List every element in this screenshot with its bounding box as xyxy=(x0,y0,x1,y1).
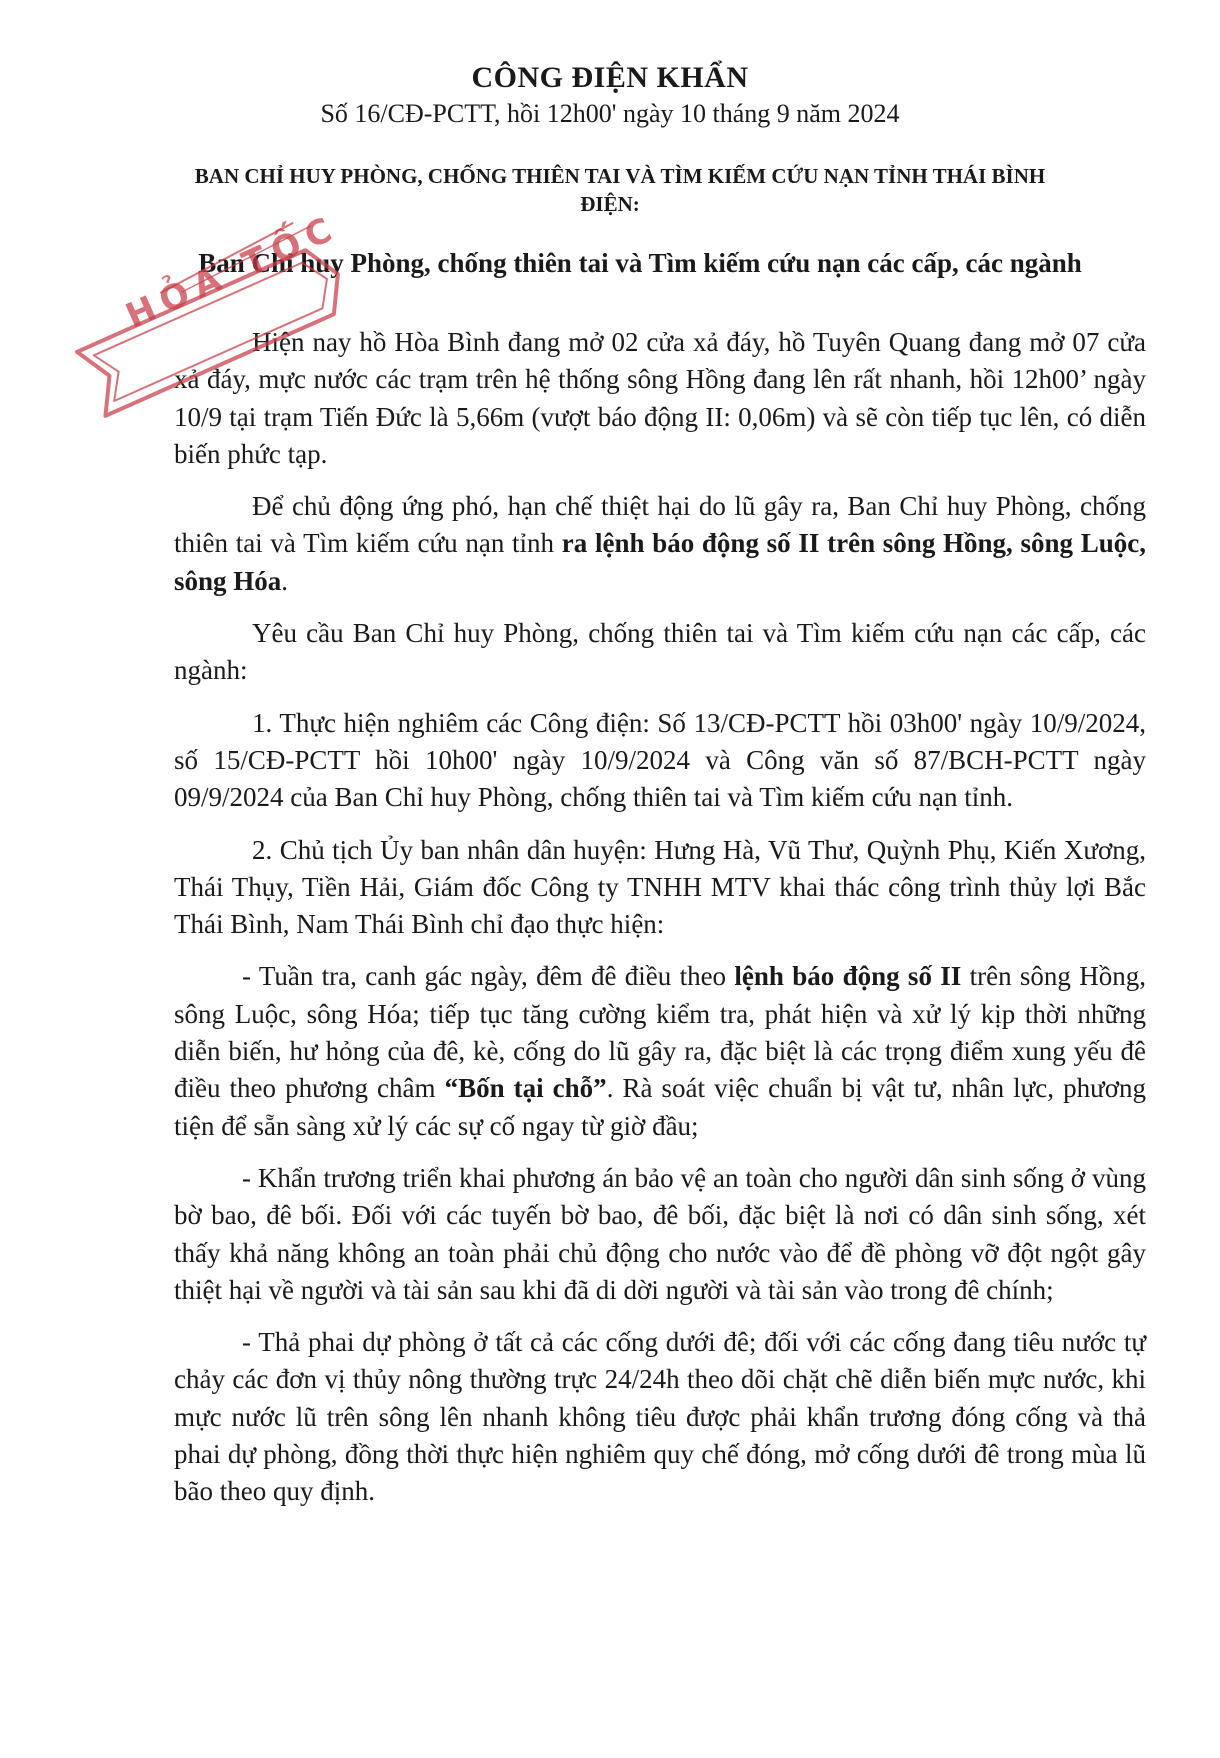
patrol-alert-emphasis: lệnh báo động số II xyxy=(734,961,962,992)
recipient-line: Ban Chỉ huy Phòng, chống thiên tai và Tìm kiếm cứu nạn các cấp, các ngành xyxy=(198,248,1082,278)
stamp-label: HỎA TỐC xyxy=(120,207,346,337)
paragraph-situation: Hiện nay hồ Hòa Bình đang mở 02 cửa xả đáy, hồ Tuyên Quang đang mở 07 cửa xả đáy, mực nước các trạm trên hệ thống sông Hồng đang lên rất nhanh, hồi 12h00’ ngày 10/9 tại trạm Tiến Đức là 5,66m (vượt báo động II: 0,06m) và sẽ còn tiếp tục lên, có diễn biến phức tạp. xyxy=(174,327,1146,469)
paragraph-alert-order-end: . xyxy=(281,565,289,596)
document-title: CÔNG ĐIỆN KHẨN xyxy=(471,61,749,94)
paragraph-alert-order-text: Để chủ động ứng phó, hạn chế thiệt hại do lũ gây ra, Ban Chỉ huy Phòng, chống thiên tai và Tìm kiếm cứu nạn tỉnh xyxy=(174,491,1146,559)
issuer-dien-label: ĐIỆN: xyxy=(580,192,640,216)
paragraph-patrol xyxy=(174,958,1146,1144)
document-body xyxy=(174,324,1146,1526)
paragraph-patrol-text-c: . Rà soát việc chuẩn bị vật tư, nhân lực, phương tiện để sẵn sàng xử lý các sự cố ngay từ giờ đầu; xyxy=(174,1073,1146,1141)
bon-tai-cho-emphasis: “Bốn tại chỗ” xyxy=(444,1073,607,1104)
paragraph-item-2: 2. Chủ tịch Ủy ban nhân dân huyện: Hưng Hà, Vũ Thư, Quỳnh Phụ, Kiến Xương, Thái Thụy, Tiền Hải, Giám đốc Công ty TNHH MTV khai thác công trình thủy lợi Bắc Thái Bình, Nam Thái Bình chỉ đạo thực hiện: xyxy=(174,834,1146,940)
paragraph-alert-order xyxy=(174,488,1146,600)
paragraph-request: Yêu cầu Ban Chỉ huy Phòng, chống thiên tai và Tìm kiếm cứu nạn các cấp, các ngành: xyxy=(174,618,1146,686)
alert-order-emphasis: ra lệnh báo động số II trên sông Hồng, sông Luộc, sông Hóa xyxy=(174,528,1147,596)
document-number-line: Số 16/CĐ-PCTT, hồi 12h00' ngày 10 tháng 9 năm 2024 xyxy=(320,99,900,128)
issuer-line: BAN CHỈ HUY PHÒNG, CHỐNG THIÊN TAI VÀ TÌM KIẾM CỨU NẠN TỈNH THÁI BÌNH xyxy=(194,164,1046,188)
paragraph-item-1: 1. Thực hiện nghiêm các Công điện: Số 13/CĐ-PCTT hồi 03h00' ngày 10/9/2024, số 15/CĐ-PCTT hồi 10h00' ngày 10/9/2024 và Công văn số 87/BCH-PCTT ngày 09/9/2024 của Ban Chỉ huy Phòng, chống thiên tai và Tìm kiếm cứu nạn tỉnh. xyxy=(174,707,1146,813)
paragraph-sluice: - Thả phai dự phòng ở tất cả các cống dưới đê; đối với các cống đang tiêu nước tự chảy các đơn vị thủy nông thường trực 24/24h theo dõi chặt chẽ diễn biến mực nước, khi mực nước lũ trên sông lên nhanh không tiêu được phải khẩn trương đóng cống và thả phai dự phòng, đồng thời thực hiện nghiêm quy chế đóng, mở cống dưới đê trong mùa lũ bão theo quy định. xyxy=(174,1327,1146,1507)
paragraph-patrol-text-a: - Tuần tra, canh gác ngày, đêm đê điều theo xyxy=(242,961,735,992)
paragraph-patrol-text-b: trên sông Hồng, sông Luộc, sông Hóa; tiếp tục tăng cường kiểm tra, phát hiện và xử lý kịp thời những diễn biến, hư hỏng của đê, kè, cống do lũ gây ra, đặc biệt là các trọng điểm xung yếu đê điều theo phương châm xyxy=(174,961,1147,1104)
paragraph-protection: - Khẩn trương triển khai phương án bảo vệ an toàn cho người dân sinh sống ở vùng bờ bao, đê bối. Đối với các tuyến bờ bao, đê bối, đặc biệt là nơi có dân sinh sống, xét thấy khả năng không an toàn phải chủ động cho nước vào để đề phòng vỡ đột ngột gây thiệt hại về người và tài sản sau khi đã di dời người và tài sản vào trong đê chính; xyxy=(174,1162,1146,1305)
